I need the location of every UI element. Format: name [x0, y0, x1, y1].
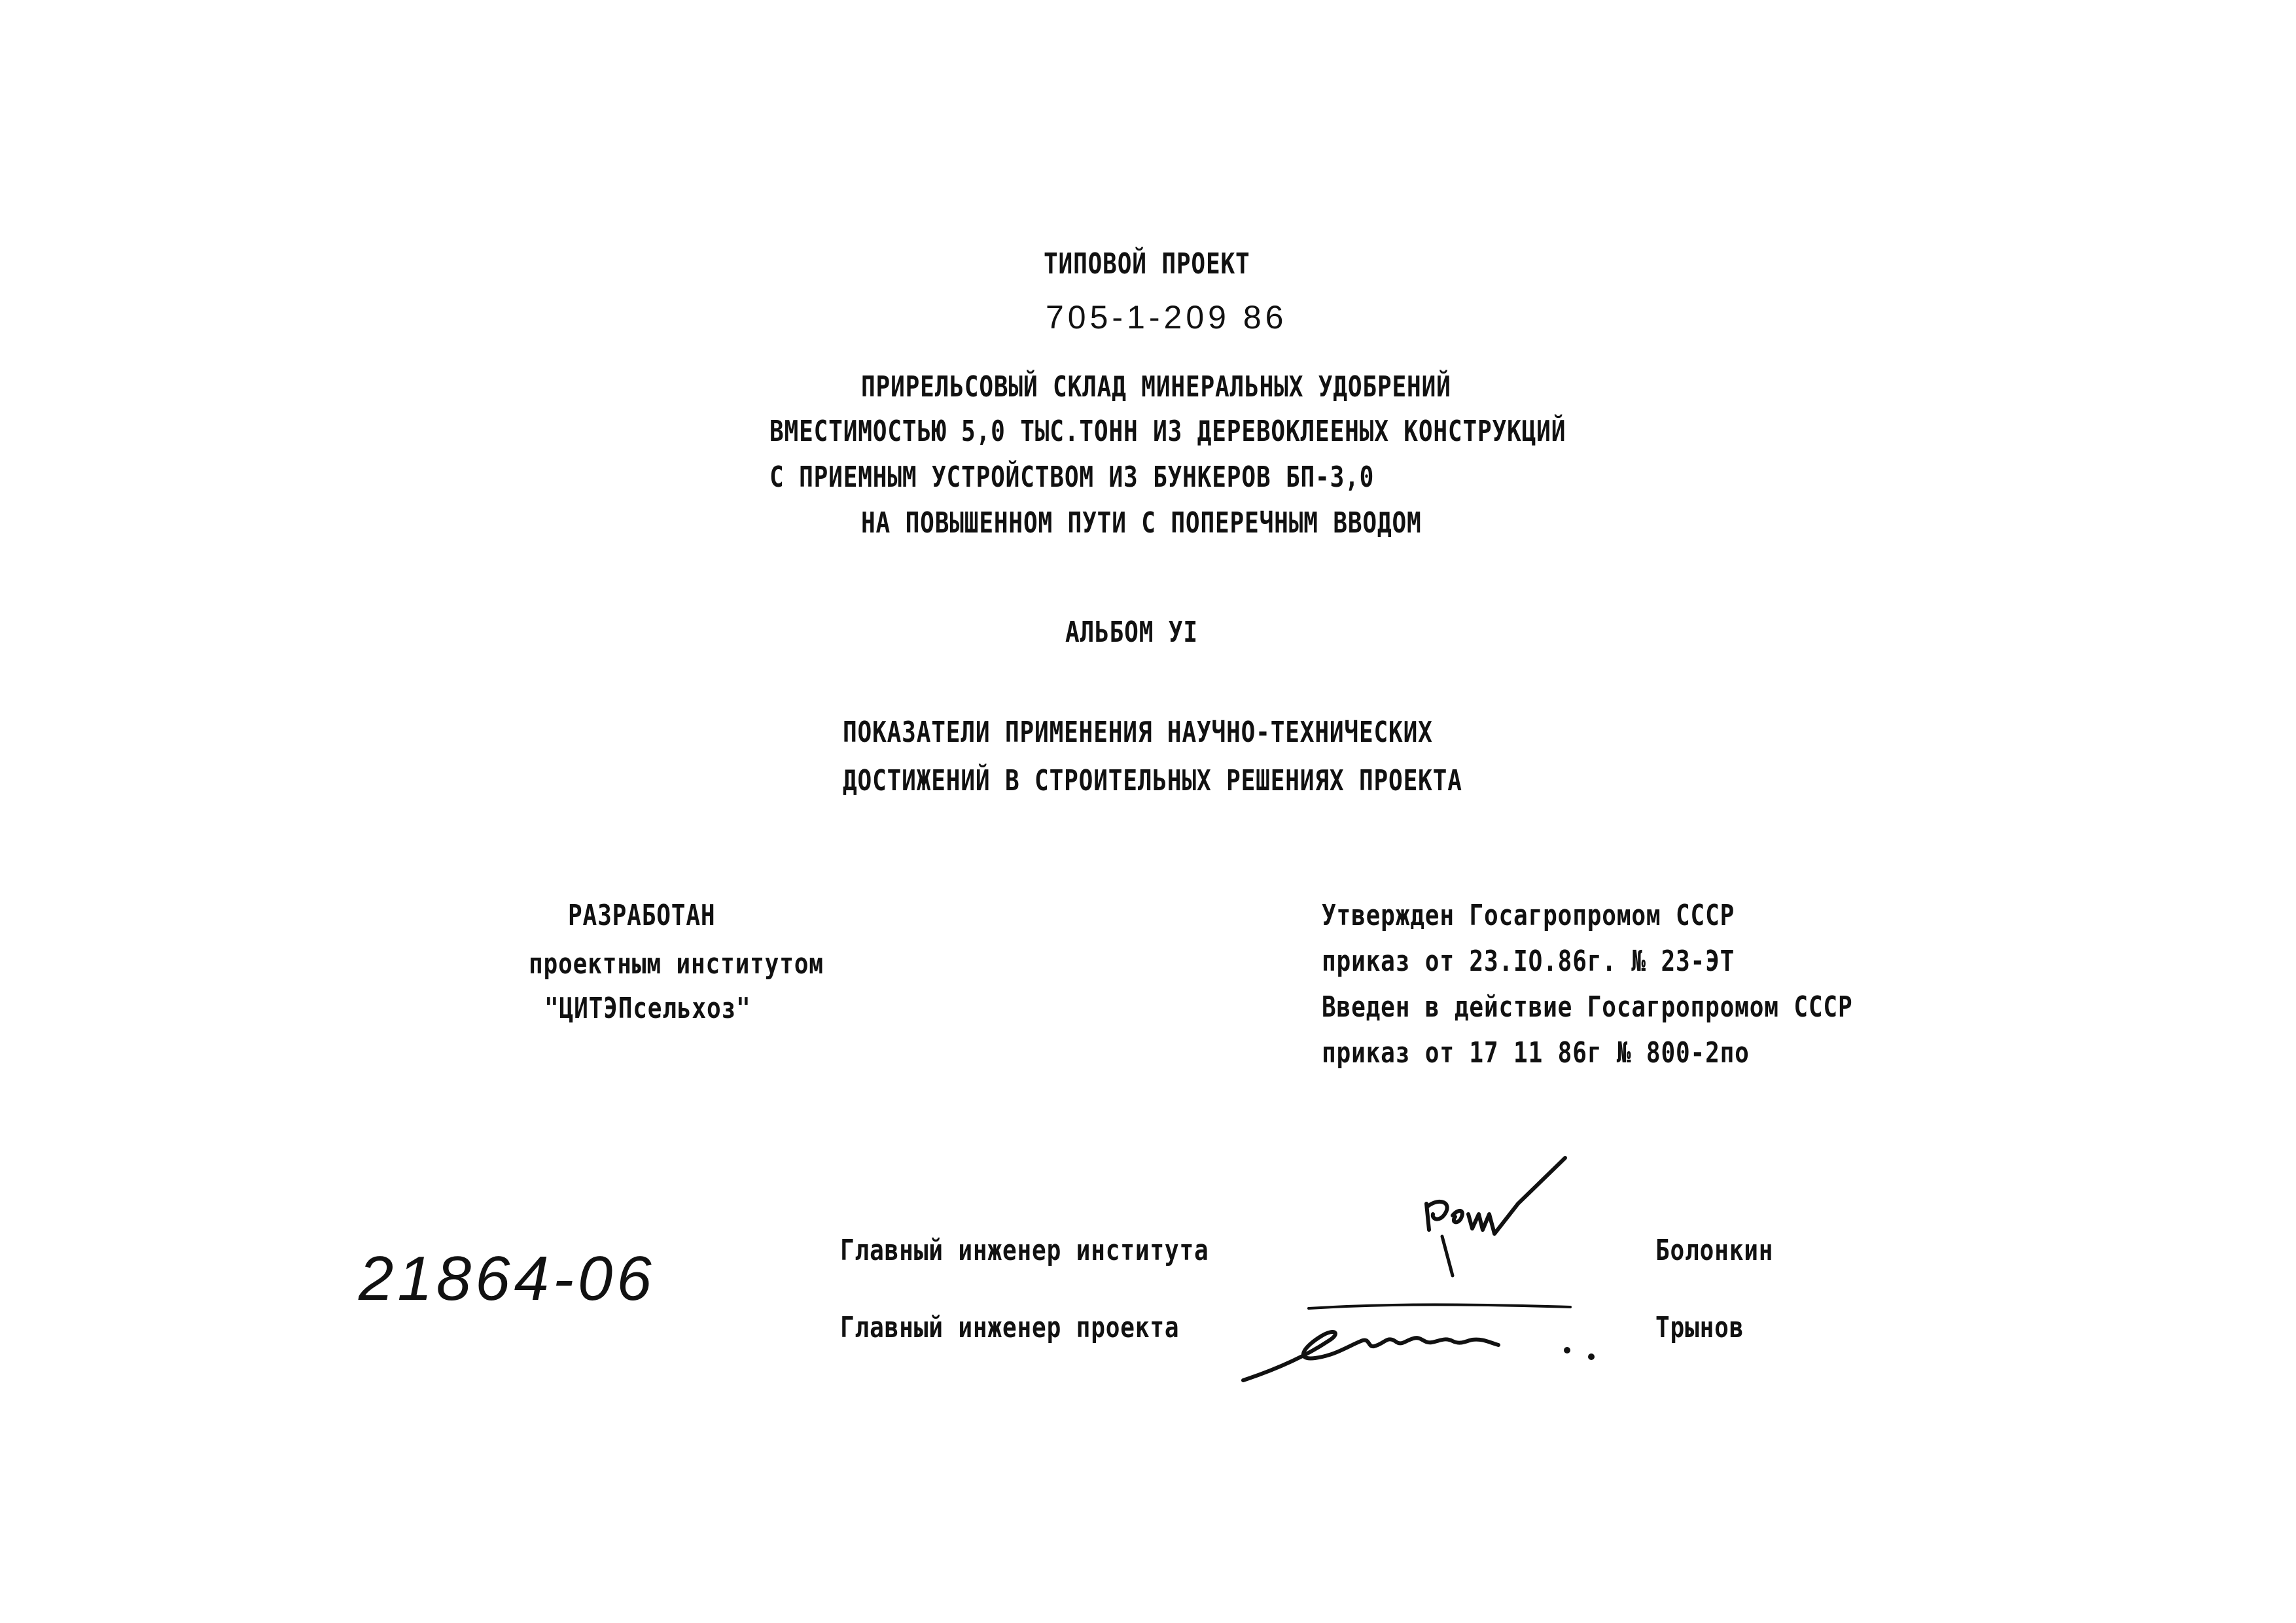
archive-number: 21864-06 [359, 1244, 656, 1314]
title-line-2: ВМЕСТИМОСТЬЮ 5,0 ТЫС.ТОНН ИЗ ДЕРЕВОКЛЕЕНЫХ КОНСТРУКЦИЙ [769, 415, 1566, 448]
album-label: АЛЬБОМ УI [1065, 616, 1198, 649]
approval-line-2: приказ от 23.IO.86г. № 23-ЭТ [1322, 945, 1735, 978]
approval-line-1: Утвержден Госагропромом СССР [1322, 899, 1735, 932]
developed-institute-name: "ЦИТЭПсельхоз" [544, 992, 751, 1025]
title-line-1: ПРИРЕЛЬСОВЫЙ СКЛАД МИНЕРАЛЬНЫХ УДОБРЕНИЙ [861, 370, 1451, 404]
signature-role-chief-engineer-institute: Главный инженер института [840, 1234, 1209, 1267]
project-number: 705-1-209 86 [1046, 299, 1288, 336]
developed-institute-line: проектным институтом [529, 947, 824, 981]
signature-name-chief-engineer-institute: Болонкин [1655, 1234, 1774, 1267]
approval-line-4: приказ от 17 11 86г № 800-2по [1322, 1036, 1750, 1070]
subject-line-1: ПОКАЗАТЕЛИ ПРИМЕНЕНИЯ НАУЧНО-ТЕХНИЧЕСКИХ [843, 716, 1433, 749]
signature-name-chief-engineer-project: Трынов [1655, 1311, 1744, 1344]
signature-2-image [1230, 1295, 1623, 1393]
signature-role-chief-engineer-project: Главный инженер проекта [840, 1311, 1180, 1344]
title-line-4: НА ПОВЫШЕННОМ ПУТИ С ПОПЕРЕЧНЫМ ВВОДОМ [861, 506, 1422, 540]
approval-line-3: Введен в действие Госагропромом СССР [1322, 990, 1853, 1024]
developed-label: РАЗРАБОТАН [568, 899, 716, 932]
title-line-3: С ПРИЕМНЫМ УСТРОЙСТВОМ ИЗ БУНКЕРОВ БП-3,0 [769, 461, 1375, 494]
subject-line-2: ДОСТИЖЕНИЙ В СТРОИТЕЛЬНЫХ РЕШЕНИЯХ ПРОЕКТА [843, 764, 1462, 797]
document-type-heading: ТИПОВОЙ ПРОЕКТ [1044, 247, 1250, 281]
signature-1-image [1413, 1151, 1590, 1302]
